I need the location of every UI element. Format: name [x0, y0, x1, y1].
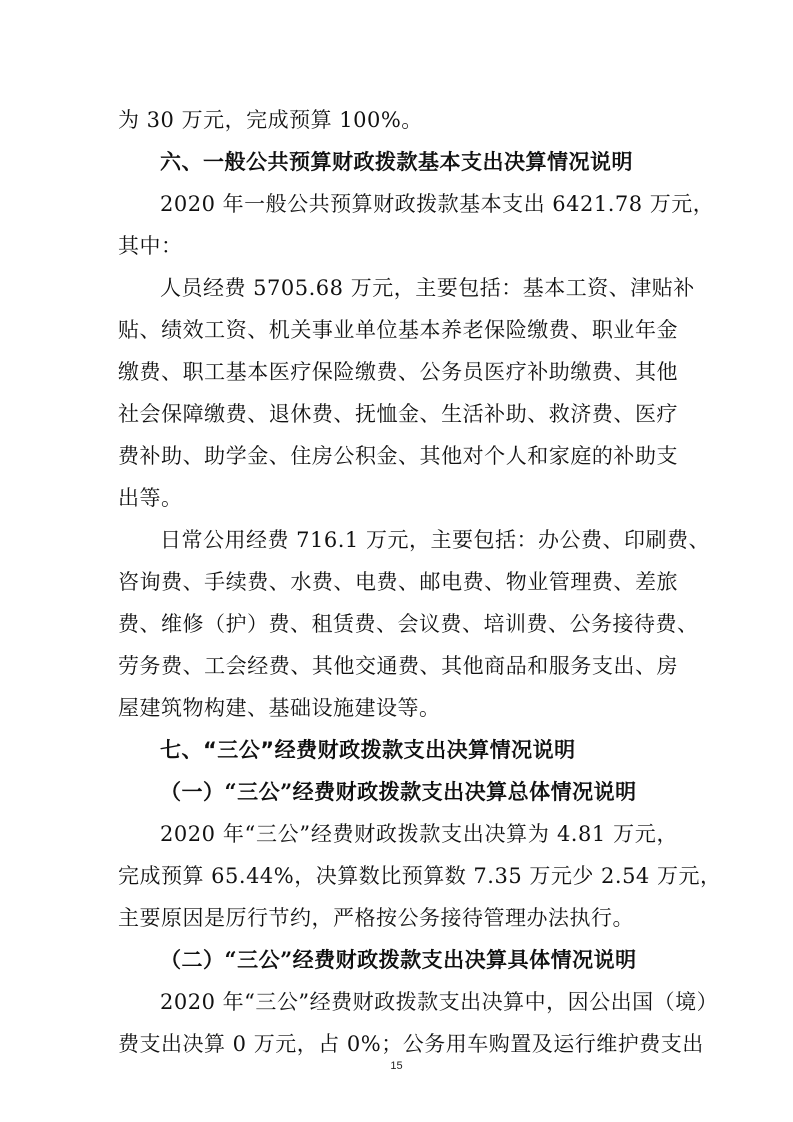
body-text-line: 2020 年“三公”经费财政拨款支出决算为 4.81 万元， [160, 822, 678, 846]
body-text-line: 屋建筑物构建、基础设施建设等。 [118, 696, 441, 720]
body-text-line: 费支出决算 0 万元，占 0%；公务用车购置及运行维护费支出 [118, 1032, 704, 1056]
body-text-line: 贴、绩效工资、机关事业单位基本养老保险缴费、职业年金 [118, 318, 678, 342]
body-text-line: 费、维修（护）费、租赁费、会议费、培训费、公务接待费、 [118, 612, 699, 636]
body-text-line: 费补助、助学金、住房公积金、其他对个人和家庭的补助支 [118, 444, 678, 468]
body-text-line: 出等。 [118, 486, 183, 510]
body-text-line: 劳务费、工会经费、其他交通费、其他商品和服务支出、房 [118, 654, 678, 678]
body-text-line: 2020 年一般公共预算财政拨款基本支出 6421.78 万元， [160, 192, 715, 216]
body-text-line: 2020 年“三公”经费财政拨款支出决算中，因公出国（境） [160, 990, 719, 1014]
body-text-line: 主要原因是厉行节约，严格按公务接待管理办法执行。 [118, 906, 634, 930]
subsection-heading-2: （二）“三公”经费财政拨款支出决算具体情况说明 [160, 947, 637, 972]
subsection-heading-1: （一）“三公”经费财政拨款支出决算总体情况说明 [160, 779, 637, 804]
body-text-line: 咨询费、手续费、水费、电费、邮电费、物业管理费、差旅 [118, 570, 678, 594]
body-text-line: 其中： [118, 234, 183, 258]
section-heading-7: 七、“三公”经费财政拨款支出决算情况说明 [160, 738, 576, 762]
page-number: 15 [390, 1060, 403, 1072]
section-heading-6: 六、一般公共预算财政拨款基本支出决算情况说明 [160, 150, 633, 174]
body-text-line: 为 30 万元，完成预算 100%。 [118, 108, 423, 132]
body-text-line: 人员经费 5705.68 万元，主要包括：基本工资、津贴补 [160, 276, 695, 300]
body-text-line: 缴费、职工基本医疗保险缴费、公务员医疗补助缴费、其他 [118, 360, 678, 384]
body-text-line: 完成预算 65.44%，决算数比预算数 7.35 万元少 2.54 万元， [118, 864, 722, 888]
body-text-line: 日常公用经费 716.1 万元，主要包括：办公费、印刷费、 [160, 528, 710, 552]
body-text-line: 社会保障缴费、退休费、抚恤金、生活补助、救济费、医疗 [118, 402, 678, 426]
